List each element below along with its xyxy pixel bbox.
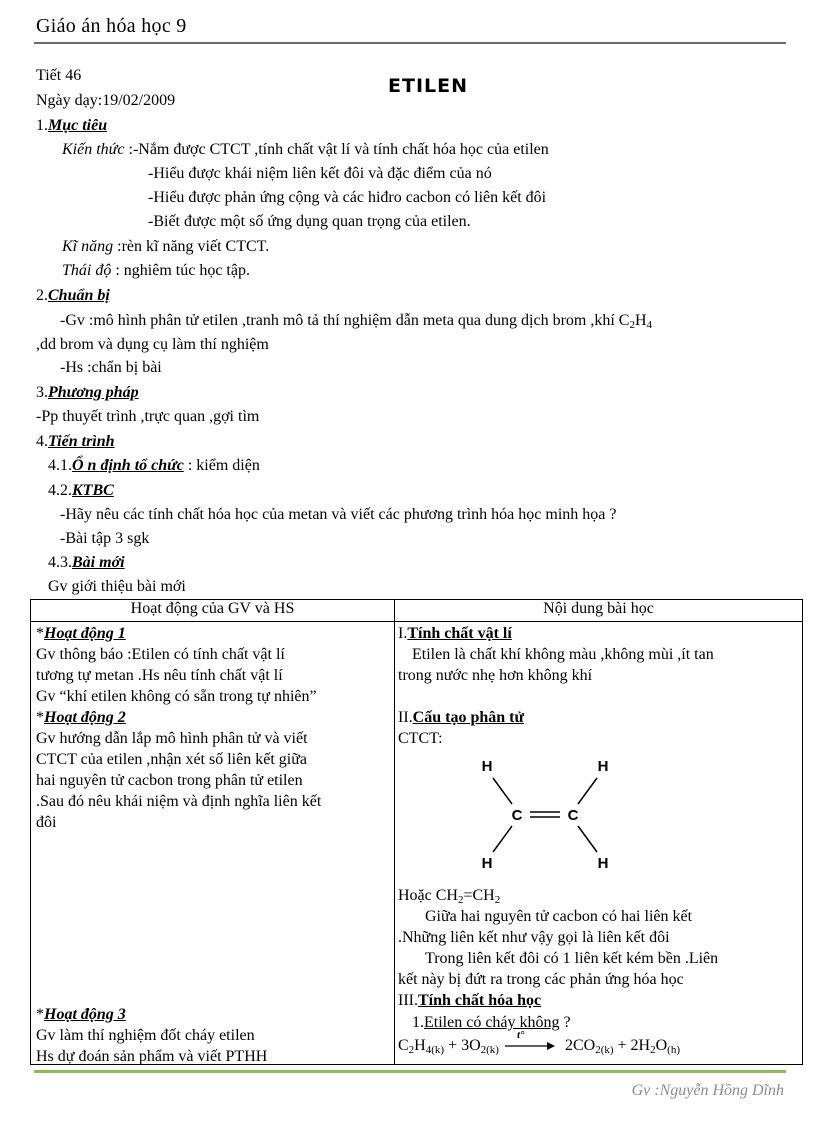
activity-1-title	[36, 623, 126, 644]
section-number: 4.	[36, 433, 48, 450]
process-step-3	[48, 553, 125, 573]
item-number: 1.	[412, 1014, 424, 1031]
header-lesson-content: Nội dung bài học	[395, 600, 803, 622]
ctct-label: CTCT:	[398, 730, 443, 747]
activity-line: Gv “khí etilen không có sẵn trong tự nhiên”	[36, 688, 317, 705]
formula-text: Hoặc CH	[398, 887, 458, 904]
eq-text: + 2H	[613, 1037, 651, 1054]
process-step-1	[48, 456, 260, 476]
attitude-line	[62, 261, 250, 281]
roman-number: I.	[398, 625, 408, 642]
step-number: 4.2.	[48, 482, 72, 499]
header-teacher-student: Hoạt động của GV và HS	[31, 600, 395, 622]
preparation-heading	[36, 286, 110, 306]
activity-3-title	[36, 1004, 126, 1025]
preparation-teacher-cont: ,dd brom và dụng cụ làm thí nghiệm	[36, 336, 269, 353]
activity-title: Hoạt động 3	[44, 1006, 126, 1023]
lesson-table	[30, 599, 803, 1065]
section-number: 3.	[36, 384, 48, 401]
footer-author: Gv :Nguyễn Hồng Dĩnh	[631, 1082, 784, 1099]
header-divider	[34, 42, 786, 44]
attitude-text: : nghiêm túc học tập.	[111, 262, 250, 279]
lesson-period: Tiết 46	[36, 67, 82, 84]
method-heading	[36, 383, 139, 403]
eq-text: C	[398, 1037, 409, 1054]
subscript: 2	[408, 1044, 415, 1056]
step-title: Ổ n định tổ chức	[72, 457, 184, 474]
preparation-teacher	[60, 311, 652, 331]
review-question: -Hãy nêu các tính chất hóa học của metan và viết các phương trình hóa học minh họa ?	[60, 506, 617, 523]
carbon-atom: C	[511, 807, 523, 824]
subscript: 4	[646, 319, 653, 331]
content-section-3-title	[398, 990, 541, 1011]
activity-title: Hoạt động 2	[44, 709, 126, 726]
activity-line: Gv thông báo :Etilen có tính chất vật lí	[36, 646, 285, 663]
subscript: 2	[457, 894, 464, 906]
content-line: Giữa hai nguyên tử cacbon có hai liên kết	[425, 908, 693, 925]
eq-text: O	[655, 1037, 668, 1054]
content-line: Trong liên kết đôi có 1 liên kết kém bền .Liên	[425, 950, 719, 967]
attitude-label: Thái độ	[62, 262, 112, 279]
activity-line: .Sau đó nêu khái niệm và định nghĩa liên kết	[36, 793, 322, 810]
bullet: *	[36, 1006, 44, 1023]
item-title: Etilen có cháy không	[424, 1014, 560, 1031]
activity-2-title	[36, 707, 126, 728]
ethylene-structure-diagram	[470, 752, 620, 880]
eq-text: 2CO	[564, 1037, 596, 1054]
section-title: Phương pháp	[48, 384, 139, 401]
content-line: .Những liên kết như vậy gọi là liên kết đôi	[398, 929, 670, 946]
content-section-2-title	[398, 707, 524, 728]
bullet: *	[36, 709, 44, 726]
method-text: -Pp thuyết trình ,trực quan ,gợi tìm	[36, 408, 260, 425]
carbon-atom: C	[567, 807, 579, 824]
section-title: Tiến trình	[48, 433, 115, 450]
content-title: Tính chất hóa học	[417, 992, 542, 1009]
eq-text: H	[414, 1037, 426, 1054]
arrow-icon	[503, 1037, 557, 1055]
combustion-question	[412, 1012, 571, 1033]
step-number: 4.3.	[48, 554, 72, 571]
content-line: trong nước nhẹ hơn không khí	[398, 667, 593, 684]
roman-number: II.	[398, 709, 413, 726]
bond-line	[578, 778, 597, 804]
hydrogen-atom: H	[481, 855, 493, 872]
knowledge-line: -Hiểu được phản ứng cộng và các hiđro cacbon có liên kết đôi	[148, 189, 547, 206]
subscript: 2	[650, 1044, 656, 1056]
step-number: 4.1.	[48, 457, 72, 474]
condition-label: t°	[516, 1029, 525, 1042]
objectives-heading	[36, 116, 107, 136]
section-number: 2.	[36, 287, 48, 304]
lesson-date: Ngày dạy:19/02/2009	[36, 92, 176, 109]
knowledge-line: -Hiểu được khái niệm liên kết đôi và đặc điểm của nó	[148, 165, 492, 182]
step-title: Bài mới	[72, 554, 125, 571]
content-line: kết này bị đứt ra trong các phản ứng hóa học	[398, 971, 684, 988]
combustion-equation	[398, 1029, 680, 1056]
step-title: KTBC	[72, 482, 114, 499]
knowledge-text: :-Nắm được CTCT ,tính chất vật lí và tính chất hóa học của etilen	[124, 141, 549, 158]
bond-line	[493, 826, 512, 852]
subscript: 2	[494, 894, 501, 906]
hydrogen-atom: H	[597, 855, 609, 872]
document-title: ETILEN	[388, 75, 468, 97]
content-section-1-title	[398, 623, 512, 644]
process-heading	[36, 432, 115, 452]
eq-text: + 3O	[444, 1037, 481, 1054]
content-title: Tính chất vật lí	[407, 625, 512, 642]
activity-line: đôi	[36, 814, 57, 831]
section-title: Chuẩn bị	[48, 287, 110, 304]
header-title: Giáo án hóa học 9	[36, 15, 187, 37]
content-line: Etilen là chất khí không màu ,không mùi ,ít tan	[412, 646, 714, 663]
subscript: (h)	[667, 1044, 680, 1056]
subscript: 2	[629, 319, 635, 331]
footer-divider	[34, 1070, 786, 1073]
preparation-student: -Hs :chẩn bị bài	[60, 359, 162, 376]
skill-line	[62, 237, 269, 257]
process-step-2	[48, 481, 114, 501]
knowledge-label: Kiến thức	[62, 141, 125, 158]
table-body-row	[31, 622, 803, 1065]
new-lesson-intro: Gv giới thiệu bài mới	[48, 578, 186, 595]
review-exercise: -Bài tập 3 sgk	[60, 530, 150, 547]
skill-label: Kĩ năng	[62, 238, 114, 255]
activities-cell	[31, 622, 395, 1065]
hydrogen-atom: H	[597, 758, 609, 775]
activity-line: Hs dự đoán sản phẩm và viết PTHH	[36, 1048, 268, 1065]
activity-line: tương tự metan .Hs nêu tính chất vật lí	[36, 667, 283, 684]
preparation-text: H	[634, 312, 647, 329]
subscript: 4(k)	[425, 1044, 445, 1056]
subscript: 2(k)	[595, 1044, 614, 1056]
bond-line	[493, 778, 512, 804]
formula-text: =CH	[463, 887, 495, 904]
hydrogen-atom: H	[481, 758, 493, 775]
skill-text: :rèn kĩ năng viết CTCT.	[113, 238, 270, 255]
activity-title: Hoạt động 1	[44, 625, 126, 642]
subscript: 2(k)	[480, 1044, 499, 1056]
table-header-row	[31, 600, 803, 622]
knowledge-line	[62, 140, 549, 160]
preparation-text: -Gv :mô hình phân tử etilen ,tranh mô tả thí nghiệm dẫn meta qua dung dịch brom ,khí C	[60, 312, 630, 329]
knowledge-line: -Biết được một số ứng dụng quan trọng của etilen.	[148, 213, 471, 230]
section-title: Mục tiêu	[48, 117, 108, 134]
activity-line: hai nguyên tử cacbon trong phân tử etilen	[36, 772, 303, 789]
bullet: *	[36, 625, 44, 642]
alternative-formula	[398, 885, 500, 906]
roman-number: III.	[398, 992, 418, 1009]
activity-line: Gv hướng dẫn lắp mô hình phân tử và viết	[36, 730, 308, 747]
content-cell	[395, 622, 803, 1065]
reaction-arrow	[503, 1029, 557, 1055]
activity-line: Gv làm thí nghiệm đốt cháy etilen	[36, 1027, 255, 1044]
item-question: ?	[559, 1014, 571, 1031]
bond-line	[578, 826, 597, 852]
content-title: Cấu tạo phân tử	[412, 709, 525, 726]
step-text: : kiểm diện	[183, 457, 260, 474]
activity-line: CTCT của etilen ,nhận xét số liên kết giữa	[36, 751, 307, 768]
section-number: 1.	[36, 117, 48, 134]
